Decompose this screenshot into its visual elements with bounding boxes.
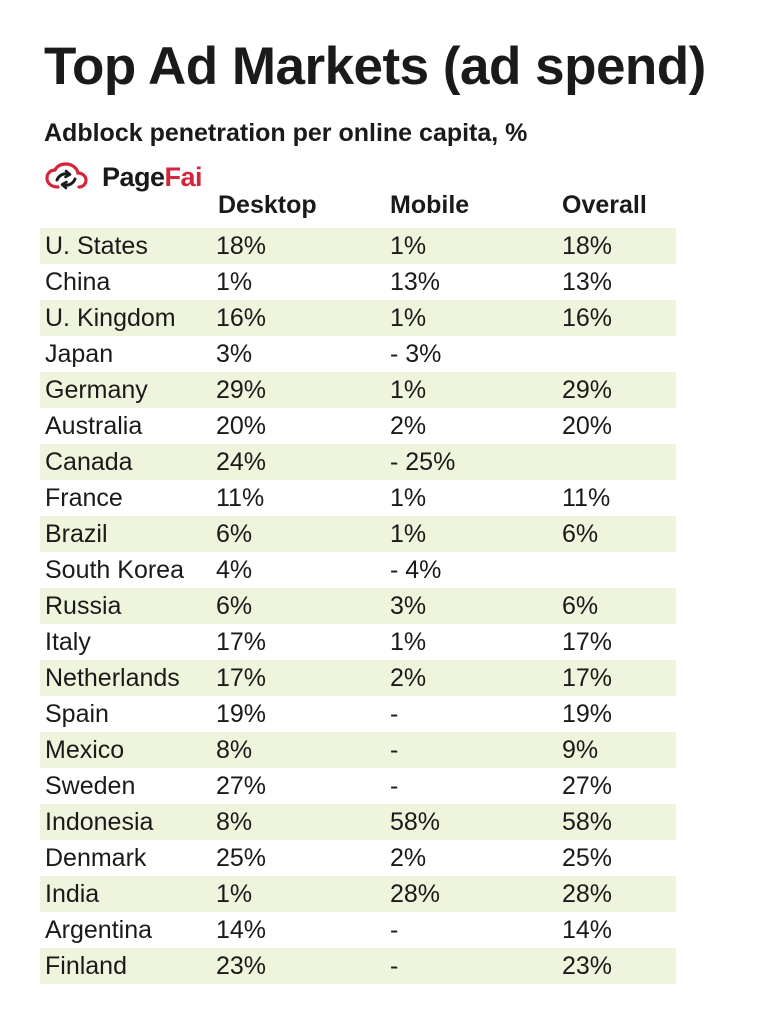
country-cell: China	[45, 268, 111, 296]
desktop-cell: 6%	[216, 592, 253, 620]
column-header-desktop: Desktop	[218, 191, 317, 219]
overall-cell: 23%	[562, 952, 613, 980]
mobile-cell: 1%	[390, 628, 427, 656]
mobile-cell: 2%	[390, 844, 427, 872]
table-row	[40, 876, 676, 912]
mobile-cell: 2%	[390, 664, 427, 692]
table-row	[40, 732, 676, 768]
country-cell: Canada	[45, 448, 133, 476]
table-row	[40, 408, 676, 444]
table-row	[40, 624, 676, 660]
overall-cell: 25%	[562, 844, 613, 872]
desktop-cell: 24%	[216, 448, 267, 476]
table-row	[40, 660, 676, 696]
desktop-cell: 11%	[216, 484, 265, 512]
country-cell: Russia	[45, 592, 122, 620]
desktop-cell: 1%	[216, 268, 253, 296]
overall-cell: 27%	[562, 772, 613, 800]
table-row	[40, 804, 676, 840]
table-row	[40, 768, 676, 804]
overall-cell: 13%	[562, 268, 613, 296]
desktop-cell: 25%	[216, 844, 267, 872]
mobile-cell: - 25%	[390, 448, 456, 476]
overall-cell: 9%	[562, 736, 599, 764]
table-row	[40, 480, 676, 516]
mobile-cell: 1%	[390, 484, 427, 512]
overall-cell: 6%	[562, 520, 599, 548]
country-cell: U. States	[45, 232, 148, 260]
pagefair-logo	[44, 159, 202, 195]
mobile-cell: - 3%	[390, 340, 442, 368]
desktop-cell: 8%	[216, 808, 253, 836]
table-row	[40, 336, 676, 372]
logo-text-page: Page	[102, 161, 165, 192]
table-row	[40, 696, 676, 732]
mobile-cell: 1%	[390, 304, 427, 332]
mobile-cell: 2%	[390, 412, 427, 440]
overall-cell: 18%	[562, 232, 613, 260]
mobile-cell: -	[390, 772, 399, 800]
table-row	[40, 372, 676, 408]
mobile-cell: 13%	[390, 268, 441, 296]
desktop-cell: 29%	[216, 376, 267, 404]
page-title: Top Ad Markets (ad spend)	[44, 37, 706, 96]
overall-cell: 29%	[562, 376, 613, 404]
table-row	[40, 300, 676, 336]
mobile-cell: -	[390, 916, 399, 944]
table-row	[40, 948, 676, 984]
country-cell: Sweden	[45, 772, 136, 800]
desktop-cell: 23%	[216, 952, 267, 980]
mobile-cell: -	[390, 952, 399, 980]
mobile-cell: -	[390, 736, 399, 764]
overall-cell: 58%	[562, 808, 613, 836]
desktop-cell: 17%	[216, 628, 267, 656]
country-cell: Brazil	[45, 520, 108, 548]
mobile-cell: 1%	[390, 376, 427, 404]
country-cell: South Korea	[45, 556, 184, 584]
desktop-cell: 4%	[216, 556, 253, 584]
mobile-cell: 58%	[390, 808, 441, 836]
desktop-cell: 19%	[216, 700, 267, 728]
country-cell: Netherlands	[45, 664, 180, 692]
desktop-cell: 20%	[216, 412, 267, 440]
country-cell: Denmark	[45, 844, 147, 872]
desktop-cell: 17%	[216, 664, 267, 692]
country-cell: Indonesia	[45, 808, 154, 836]
overall-cell: 11%	[562, 484, 611, 512]
mobile-cell: 3%	[390, 592, 427, 620]
desktop-cell: 6%	[216, 520, 253, 548]
overall-cell: 14%	[562, 916, 613, 944]
country-cell: U. Kingdom	[45, 304, 176, 332]
mobile-cell: 1%	[390, 520, 427, 548]
overall-cell: 17%	[562, 664, 613, 692]
column-header-overall: Overall	[562, 191, 647, 219]
table-row	[40, 552, 676, 588]
overall-cell: 20%	[562, 412, 613, 440]
country-cell: Mexico	[45, 736, 125, 764]
table-row	[40, 516, 676, 552]
mobile-cell: 28%	[390, 880, 441, 908]
overall-cell: 19%	[562, 700, 613, 728]
country-cell: France	[45, 484, 123, 512]
adblock-table	[40, 228, 676, 984]
overall-cell: 17%	[562, 628, 613, 656]
desktop-cell: 27%	[216, 772, 267, 800]
desktop-cell: 14%	[216, 916, 267, 944]
logo-text-fai: Fai	[164, 161, 203, 192]
pagefair-cloud-logo-icon	[44, 162, 96, 192]
desktop-cell: 18%	[216, 232, 267, 260]
overall-cell: 28%	[562, 880, 613, 908]
country-cell: Italy	[45, 628, 91, 656]
overall-cell: 16%	[562, 304, 613, 332]
mobile-cell: - 4%	[390, 556, 442, 584]
country-cell: Japan	[45, 340, 114, 368]
page-subtitle: Adblock penetration per online capita, %	[44, 119, 528, 147]
desktop-cell: 3%	[216, 340, 253, 368]
country-cell: Argentina	[45, 916, 153, 944]
mobile-cell: -	[390, 700, 399, 728]
country-cell: Spain	[45, 700, 109, 728]
table-row	[40, 228, 676, 264]
table-row	[40, 444, 676, 480]
column-header-mobile: Mobile	[390, 191, 470, 219]
country-cell: Australia	[45, 412, 143, 440]
table-row	[40, 912, 676, 948]
desktop-cell: 8%	[216, 736, 253, 764]
country-cell: Finland	[45, 952, 127, 980]
desktop-cell: 1%	[216, 880, 253, 908]
country-cell: Germany	[45, 376, 148, 404]
table-row	[40, 264, 676, 300]
table-row	[40, 588, 676, 624]
country-cell: India	[45, 880, 100, 908]
mobile-cell: 1%	[390, 232, 427, 260]
table-row	[40, 840, 676, 876]
desktop-cell: 16%	[216, 304, 267, 332]
overall-cell: 6%	[562, 592, 599, 620]
